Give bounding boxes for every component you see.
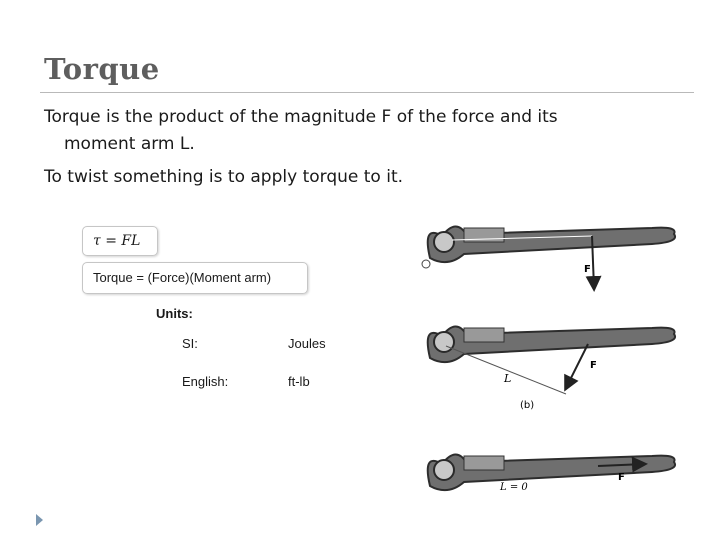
moment-arm-line-2 — [446, 346, 566, 394]
bullet-1-line-1: Torque is the product of the magnitude F of the force and its — [44, 107, 558, 127]
label-L-2: L — [504, 372, 512, 385]
force-arrow-2 — [566, 344, 588, 388]
bullet-item-1 — [44, 104, 694, 158]
bullet-item-2 — [44, 164, 694, 191]
label-F-1: F — [584, 264, 591, 275]
slide-bullet-marker-icon — [36, 514, 43, 526]
label-b: (b) — [520, 400, 535, 411]
wrench-illustration — [412, 206, 682, 506]
wrench-1 — [422, 221, 675, 288]
slide-title: Torque — [44, 52, 160, 86]
units-heading: Units: — [156, 306, 193, 321]
unit-si-value: Joules — [288, 336, 326, 351]
bullet-2-line-1: To twist something is to apply torque to it. — [44, 167, 404, 187]
label-F-2: F — [590, 360, 597, 371]
torque-equation-box: τ = FL — [82, 226, 158, 256]
bullet-list — [44, 104, 694, 197]
unit-si-label: SI: — [182, 336, 198, 351]
torque-words-box: Torque = (Force)(Moment arm) — [82, 262, 308, 294]
wrench-figure — [412, 206, 682, 506]
unit-english-label: English: — [182, 374, 229, 389]
unit-english-value: ft-lb — [288, 374, 310, 389]
wrench-2 — [428, 326, 675, 411]
label-F-3: F — [618, 472, 625, 483]
label-L-1: L — [524, 221, 532, 234]
bullet-1-line-2: moment arm L. — [64, 134, 195, 154]
title-divider — [40, 92, 694, 93]
label-L-0: L = 0 — [500, 482, 528, 493]
wrench-3 — [428, 454, 675, 493]
